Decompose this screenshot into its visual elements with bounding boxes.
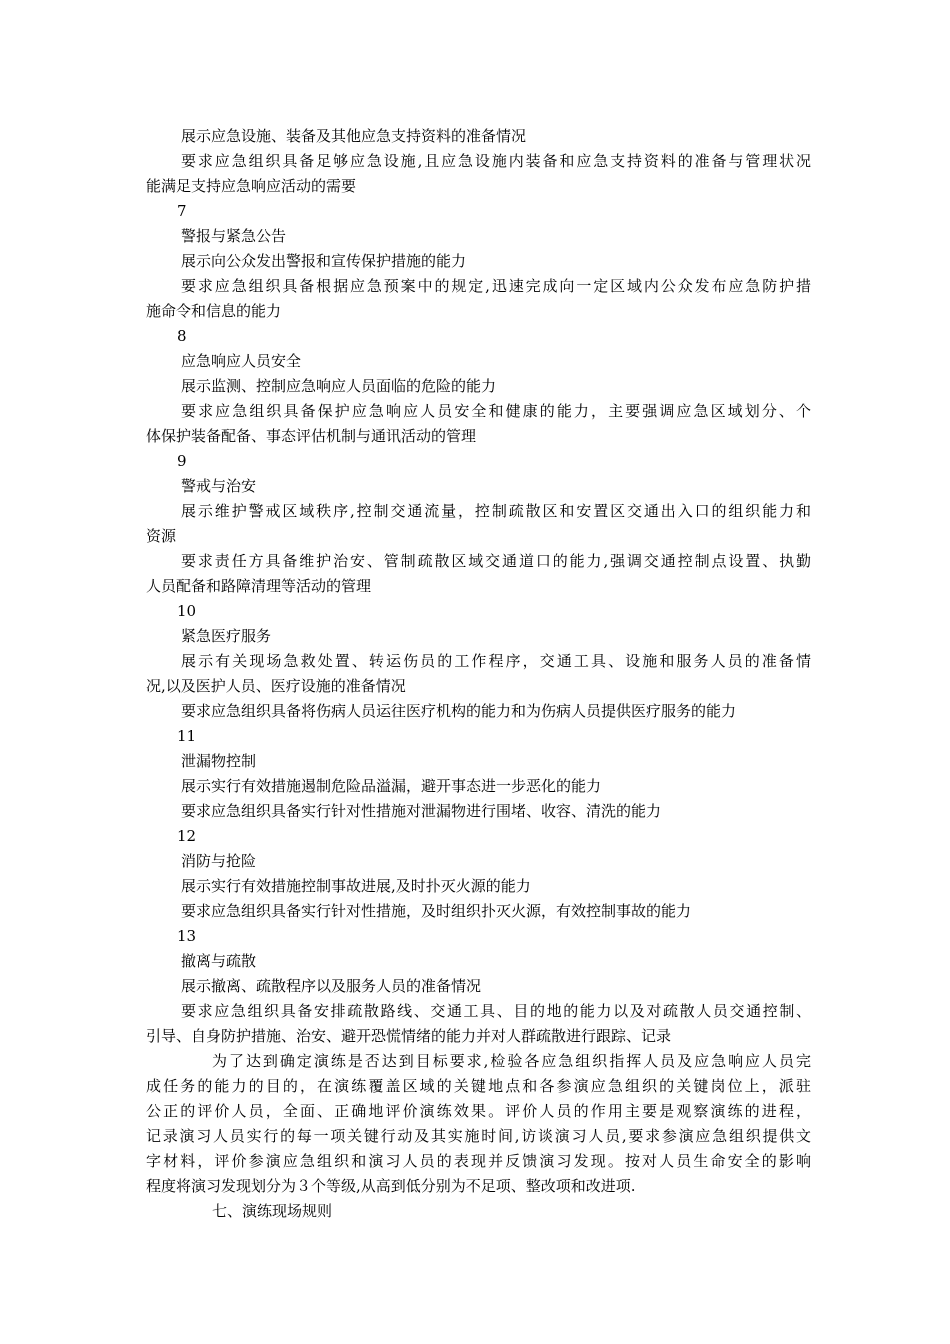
document-body [146, 124, 811, 1224]
text-line: 记录演习人员实行的每一项关键行动及其实施时间,访谈演习人员,要求参演应急组织提供文 [146, 1127, 811, 1145]
text-line: 警戒与治安 [181, 477, 257, 495]
text-line: 撤离与疏散 [181, 952, 257, 970]
section-number: 11 [177, 727, 197, 745]
text-line: 公正的评价人员，全面、正确地评价演练效果。评价人员的作用主要是观察演练的进程， [146, 1102, 811, 1120]
section-number: 7 [177, 202, 187, 220]
text-line: 资源 [146, 527, 177, 545]
text-line: 能满足支持应急响应活动的需要 [146, 177, 357, 195]
section-number: 13 [177, 927, 197, 945]
text-line: 要求应急组织具备实行针对性措施，及时组织扑灭火源，有效控制事故的能力 [181, 902, 692, 920]
text-line: 展示实行有效措施遏制危险品溢漏，避开事态进一步恶化的能力 [181, 777, 602, 795]
text-line: 要求责任方具备维护治安、管制疏散区域交通道口的能力,强调交通控制点设置、执勤 [181, 552, 811, 570]
text-line: 紧急医疗服务 [181, 627, 272, 645]
section-number: 8 [177, 327, 187, 345]
text-line: 要求应急组织具备足够应急设施,且应急设施内装备和应急支持资料的准备与管理状况 [181, 152, 811, 170]
text-line: 展示维护警戒区域秩序,控制交通流量，控制疏散区和安置区交通出入口的组织能力和 [181, 502, 811, 520]
text-line: 展示向公众发出警报和宣传保护措施的能力 [181, 252, 467, 270]
text-line: 施命令和信息的能力 [146, 302, 282, 320]
text-line: 展示实行有效措施控制事故进展,及时扑灭火源的能力 [181, 877, 531, 895]
text-line: 为了达到确定演练是否达到目标要求,检验各应急组织指挥人员及应急响应人员完 [212, 1052, 811, 1070]
text-line: 泄漏物控制 [181, 752, 257, 770]
text-line: 况,以及医护人员、医疗设施的准备情况 [146, 677, 406, 695]
text-line: 人员配备和路障清理等活动的管理 [146, 577, 372, 595]
text-line: 展示有关现场急救处置、转运伤员的工作程序，交通工具、设施和服务人员的准备情 [181, 652, 811, 670]
section-number: 12 [177, 827, 197, 845]
text-line: 成任务的能力的目的，在演练覆盖区域的关键地点和各参演应急组织的关键岗位上，派驻 [146, 1077, 811, 1095]
text-line: 字材料，评价参演应急组织和演习人员的表现并反馈演习发现。按对人员生命安全的影响 [146, 1152, 811, 1170]
text-line: 七、演练现场规则 [212, 1202, 333, 1220]
section-number: 10 [177, 602, 197, 620]
text-line: 引导、自身防护措施、治安、避开恐慌情绪的能力并对人群疏散进行跟踪、记录 [146, 1027, 672, 1045]
text-line: 要求应急组织具备实行针对性措施对泄漏物进行围堵、收容、清洗的能力 [181, 802, 662, 820]
section-number: 9 [177, 452, 187, 470]
text-line: 要求应急组织具备根据应急预案中的规定,迅速完成向一定区域内公众发布应急防护措 [181, 277, 811, 295]
text-line: 要求应急组织具备将伤病人员运往医疗机构的能力和为伤病人员提供医疗服务的能力 [181, 702, 737, 720]
text-line: 程度将演习发现划分为３个等级,从高到低分别为不足项、整改项和改进项. [146, 1177, 636, 1195]
text-line: 应急响应人员安全 [181, 352, 302, 370]
text-line: 消防与抢险 [181, 852, 257, 870]
text-line: 要求应急组织具备安排疏散路线、交通工具、目的地的能力以及对疏散人员交通控制、 [181, 1002, 811, 1020]
text-line: 体保护装备配备、事态评估机制与通讯活动的管理 [146, 427, 477, 445]
text-line: 要求应急组织具备保护应急响应人员安全和健康的能力，主要强调应急区域划分、个 [181, 402, 811, 420]
text-line: 警报与紧急公告 [181, 227, 287, 245]
text-line: 展示应急设施、装备及其他应急支持资料的准备情况 [181, 127, 527, 145]
text-line: 展示撤离、疏散程序以及服务人员的准备情况 [181, 977, 482, 995]
text-line: 展示监测、控制应急响应人员面临的危险的能力 [181, 377, 497, 395]
